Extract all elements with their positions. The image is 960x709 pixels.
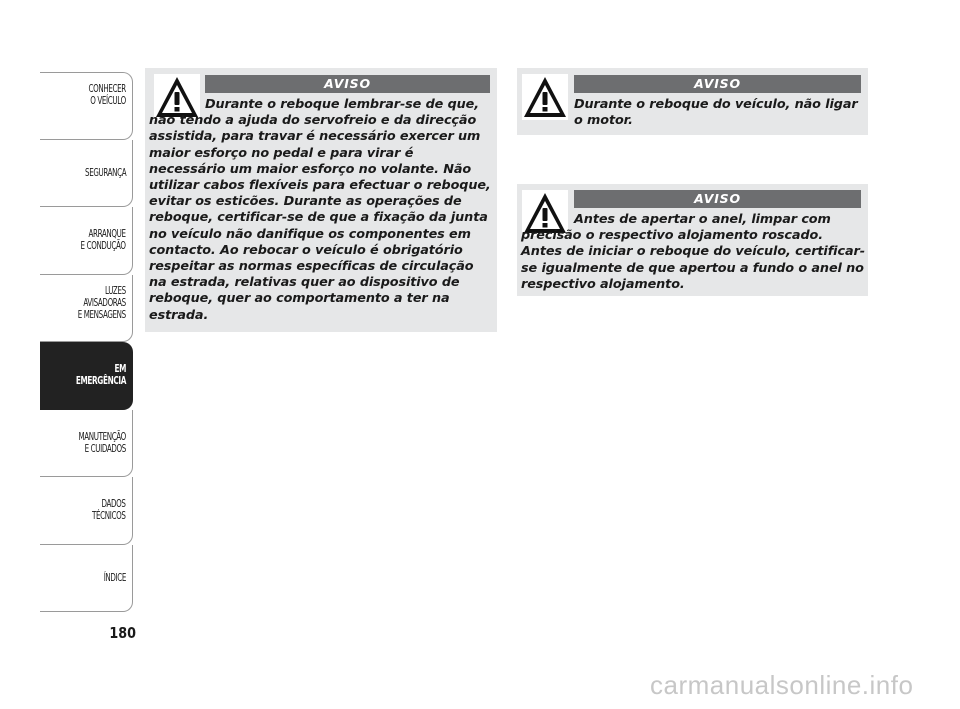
warning-box: [517, 184, 868, 296]
warning-text-content: Durante o reboque lembrar-se de que, não tendo a ajuda do servofreio e da direcção assistida, para travar é necessário exercer um maior esforço no pedal e para virar é necessário um maior esforço no volante. Não utilizar cabos flexíveis para efectuar o reboque, evitar os esticões. Durante as operações de reboque, certificar-se de que a fixação da junta no veículo não danifique os componentes em contacto. Ao rebocar o veículo é obrigatório respeitar as normas específicas de circulação na estrada, relativas quer ao dispositivo de reboque, quer ao comportamento a ter na estrada.: [149, 97, 491, 323]
warning-heading: AVISO: [205, 75, 490, 93]
tab-arranque-e-conducao[interactable]: [40, 207, 133, 275]
warning-text: [149, 97, 494, 324]
tab-luzes-avisadoras[interactable]: [40, 275, 133, 343]
warning-heading: AVISO: [574, 190, 861, 208]
warning-triangle-icon: [522, 74, 568, 120]
tab-conhecer-o-veiculo[interactable]: [40, 72, 133, 140]
tab-indice[interactable]: [40, 545, 133, 613]
tab-label: ÍNDICE: [103, 570, 126, 584]
warning-heading: AVISO: [574, 75, 861, 93]
tab-label: LUZES AVISADORAS E MENSAGENS: [77, 283, 126, 321]
tab-label: SEGURANÇA: [84, 165, 126, 179]
tab-label: MANUTENÇÃO E CUIDADOS: [78, 429, 126, 455]
watermark: carmanualsonline.info: [650, 670, 914, 700]
tab-seguranca[interactable]: [40, 140, 133, 208]
tab-em-emergencia[interactable]: [40, 342, 133, 410]
warning-text: [521, 212, 865, 293]
tab-label: ARRANQUE E CONDUÇÃO: [80, 227, 126, 253]
warning-box: [145, 68, 497, 332]
warning-text: [574, 97, 864, 129]
warning-text-content: Antes de apertar o anel, limpar com precisão o respectivo alojamento roscado. Antes de iniciar o reboque do veículo, certificar-se igualmente de que apertou a fundo o anel no respectivo alojamento.: [521, 212, 865, 292]
tab-manutencao-e-cuidados[interactable]: [40, 410, 133, 478]
page-number: 180: [109, 624, 136, 642]
tab-dados-tecnicos[interactable]: [40, 477, 133, 545]
warning-box: [517, 68, 868, 135]
chapter-tabs: [40, 72, 133, 612]
warning-text-content: Durante o reboque do veículo, não ligar o motor.: [574, 97, 858, 129]
tab-label: EM EMERGÊNCIA: [75, 362, 126, 388]
tab-label: CONHECER O VEÍCULO: [88, 82, 126, 107]
tab-label: DADOS TÉCNICOS: [92, 497, 126, 523]
